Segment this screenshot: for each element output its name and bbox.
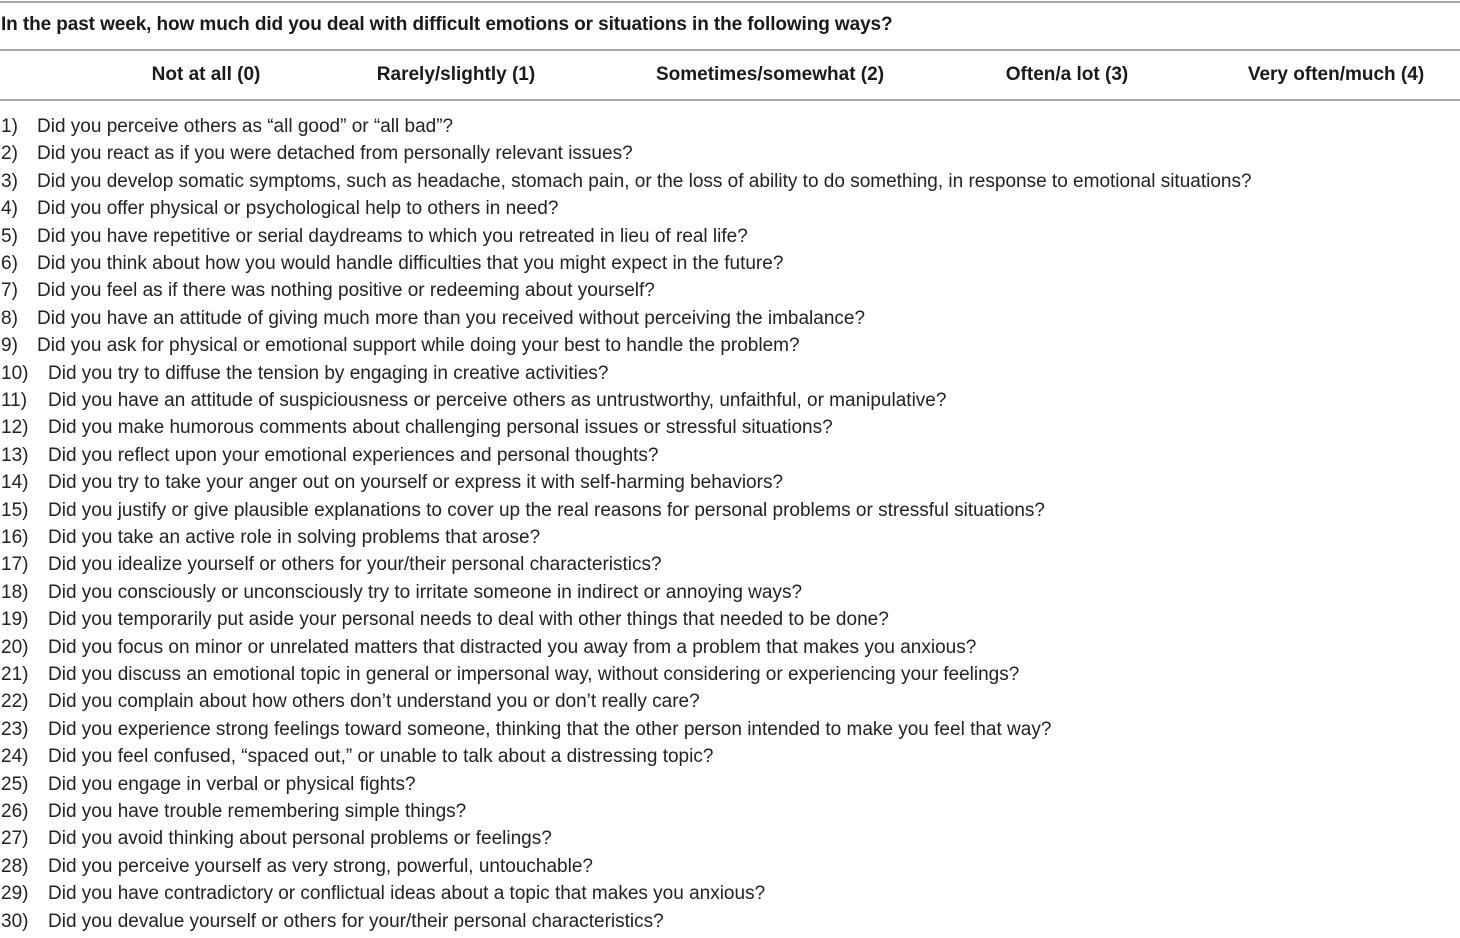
- item-text: Did you have an attitude of giving much more than you received without perceiving the imbalance?: [37, 307, 866, 329]
- item-number: 11): [1, 390, 28, 411]
- item-text: Did you idealize yourself or others for your/their personal characteristics?: [48, 554, 662, 576]
- item-number: 4): [1, 198, 18, 220]
- header-top-rule: [0, 49, 1460, 51]
- item-text: Did you have contradictory or conflictual ideas about a topic that makes you anxious?: [48, 883, 766, 905]
- item-number: 22): [1, 691, 29, 713]
- item-number: 26): [1, 801, 29, 822]
- item-number: 28): [1, 855, 29, 877]
- item-text: Did you feel confused, “spaced out,” or unable to talk about a distressing topic?: [48, 746, 714, 768]
- item-number: 23): [1, 718, 29, 740]
- item-text: Did you react as if you were detached from personally relevant issues?: [37, 143, 633, 165]
- column-header-4: Very often/much (4): [1247, 64, 1425, 85]
- item-text: Did you feel as if there was nothing positive or redeeming about yourself?: [37, 280, 655, 302]
- item-number: 16): [1, 527, 29, 548]
- item-text: Did you focus on minor or unrelated matters that distracted you away from a problem that makes you anxious?: [48, 636, 977, 658]
- item-text: Did you justify or give plausible explanations to cover up the real reasons for personal problems or stressful situations?: [48, 499, 1045, 521]
- column-header-3: Often/a lot (3): [1005, 64, 1129, 85]
- table-title: In the past week, how much did you deal with difficult emotions or situations in the following ways?: [1, 14, 893, 35]
- item-text: Did you discuss an emotional topic in general or impersonal way, without considering or experiencing your feelings?: [48, 664, 1020, 685]
- item-number: 2): [1, 143, 18, 165]
- top-rule: [0, 1, 1460, 3]
- item-text: Did you have an attitude of suspiciousness or perceive others as untrustworthy, unfaithful, or manipulative?: [48, 390, 947, 411]
- item-number: 19): [1, 609, 29, 631]
- item-number: 20): [1, 636, 29, 658]
- item-number: 15): [1, 499, 29, 521]
- item-number: 5): [1, 225, 18, 247]
- item-text: Did you take an active role in solving problems that arose?: [48, 527, 541, 548]
- item-number: 9): [1, 335, 18, 357]
- item-text: Did you devalue yourself or others for your/their personal characteristics?: [48, 910, 664, 932]
- item-number: 18): [1, 581, 29, 603]
- item-text: Did you temporarily put aside your personal needs to deal with other things that needed to be done?: [48, 609, 889, 631]
- item-text: Did you consciously or unconsciously try to irritate someone in indirect or annoying ways?: [48, 581, 803, 603]
- item-text: Did you experience strong feelings toward someone, thinking that the other person intended to make you feel that way?: [48, 718, 1052, 740]
- item-text: Did you reflect upon your emotional experiences and personal thoughts?: [48, 444, 659, 466]
- item-number: 27): [1, 828, 29, 850]
- item-number: 17): [1, 554, 29, 576]
- item-text: Did you offer physical or psychological help to others in need?: [37, 198, 559, 220]
- item-number: 10): [1, 362, 29, 384]
- item-text: Did you try to diffuse the tension by engaging in creative activities?: [48, 362, 609, 384]
- item-number: 1): [1, 116, 18, 137]
- item-number: 30): [1, 910, 29, 932]
- item-text: Did you make humorous comments about challenging personal issues or stressful situations?: [48, 417, 833, 439]
- item-number: 13): [1, 444, 29, 466]
- item-text: Did you develop somatic symptoms, such as headache, stomach pain, or the loss of ability to do something, in response to emotional situations?: [37, 170, 1252, 192]
- item-number: 3): [1, 170, 18, 192]
- column-header-1: Rarely/slightly (1): [376, 64, 536, 85]
- item-number: 14): [1, 472, 29, 494]
- item-number: 7): [1, 280, 18, 302]
- item-number: 29): [1, 883, 29, 905]
- item-text: Did you try to take your anger out on yourself or express it with self-harming behaviors?: [48, 472, 784, 494]
- item-number: 12): [1, 417, 29, 439]
- column-header-2: Sometimes/somewhat (2): [655, 64, 885, 85]
- header-bottom-rule: [0, 99, 1460, 101]
- item-text: Did you engage in verbal or physical fights?: [48, 773, 416, 795]
- item-number: 21): [1, 664, 29, 685]
- item-text: Did you have trouble remembering simple things?: [48, 801, 467, 822]
- item-number: 8): [1, 307, 18, 329]
- item-text: Did you avoid thinking about personal problems or feelings?: [48, 828, 552, 850]
- item-text: Did you think about how you would handle difficulties that you might expect in the future?: [37, 253, 784, 274]
- item-text: Did you perceive yourself as very strong, powerful, untouchable?: [48, 855, 593, 877]
- item-number: 25): [1, 773, 29, 795]
- item-text: Did you ask for physical or emotional support while doing your best to handle the problem?: [37, 335, 800, 357]
- item-text: Did you complain about how others don’t understand you or don’t really care?: [48, 691, 700, 713]
- item-text: Did you perceive others as “all good” or “all bad”?: [37, 116, 454, 137]
- column-header-0: Not at all (0): [151, 64, 261, 85]
- item-text: Did you have repetitive or serial daydreams to which you retreated in lieu of real life?: [37, 225, 748, 247]
- item-number: 24): [1, 746, 29, 768]
- item-number: 6): [1, 253, 18, 274]
